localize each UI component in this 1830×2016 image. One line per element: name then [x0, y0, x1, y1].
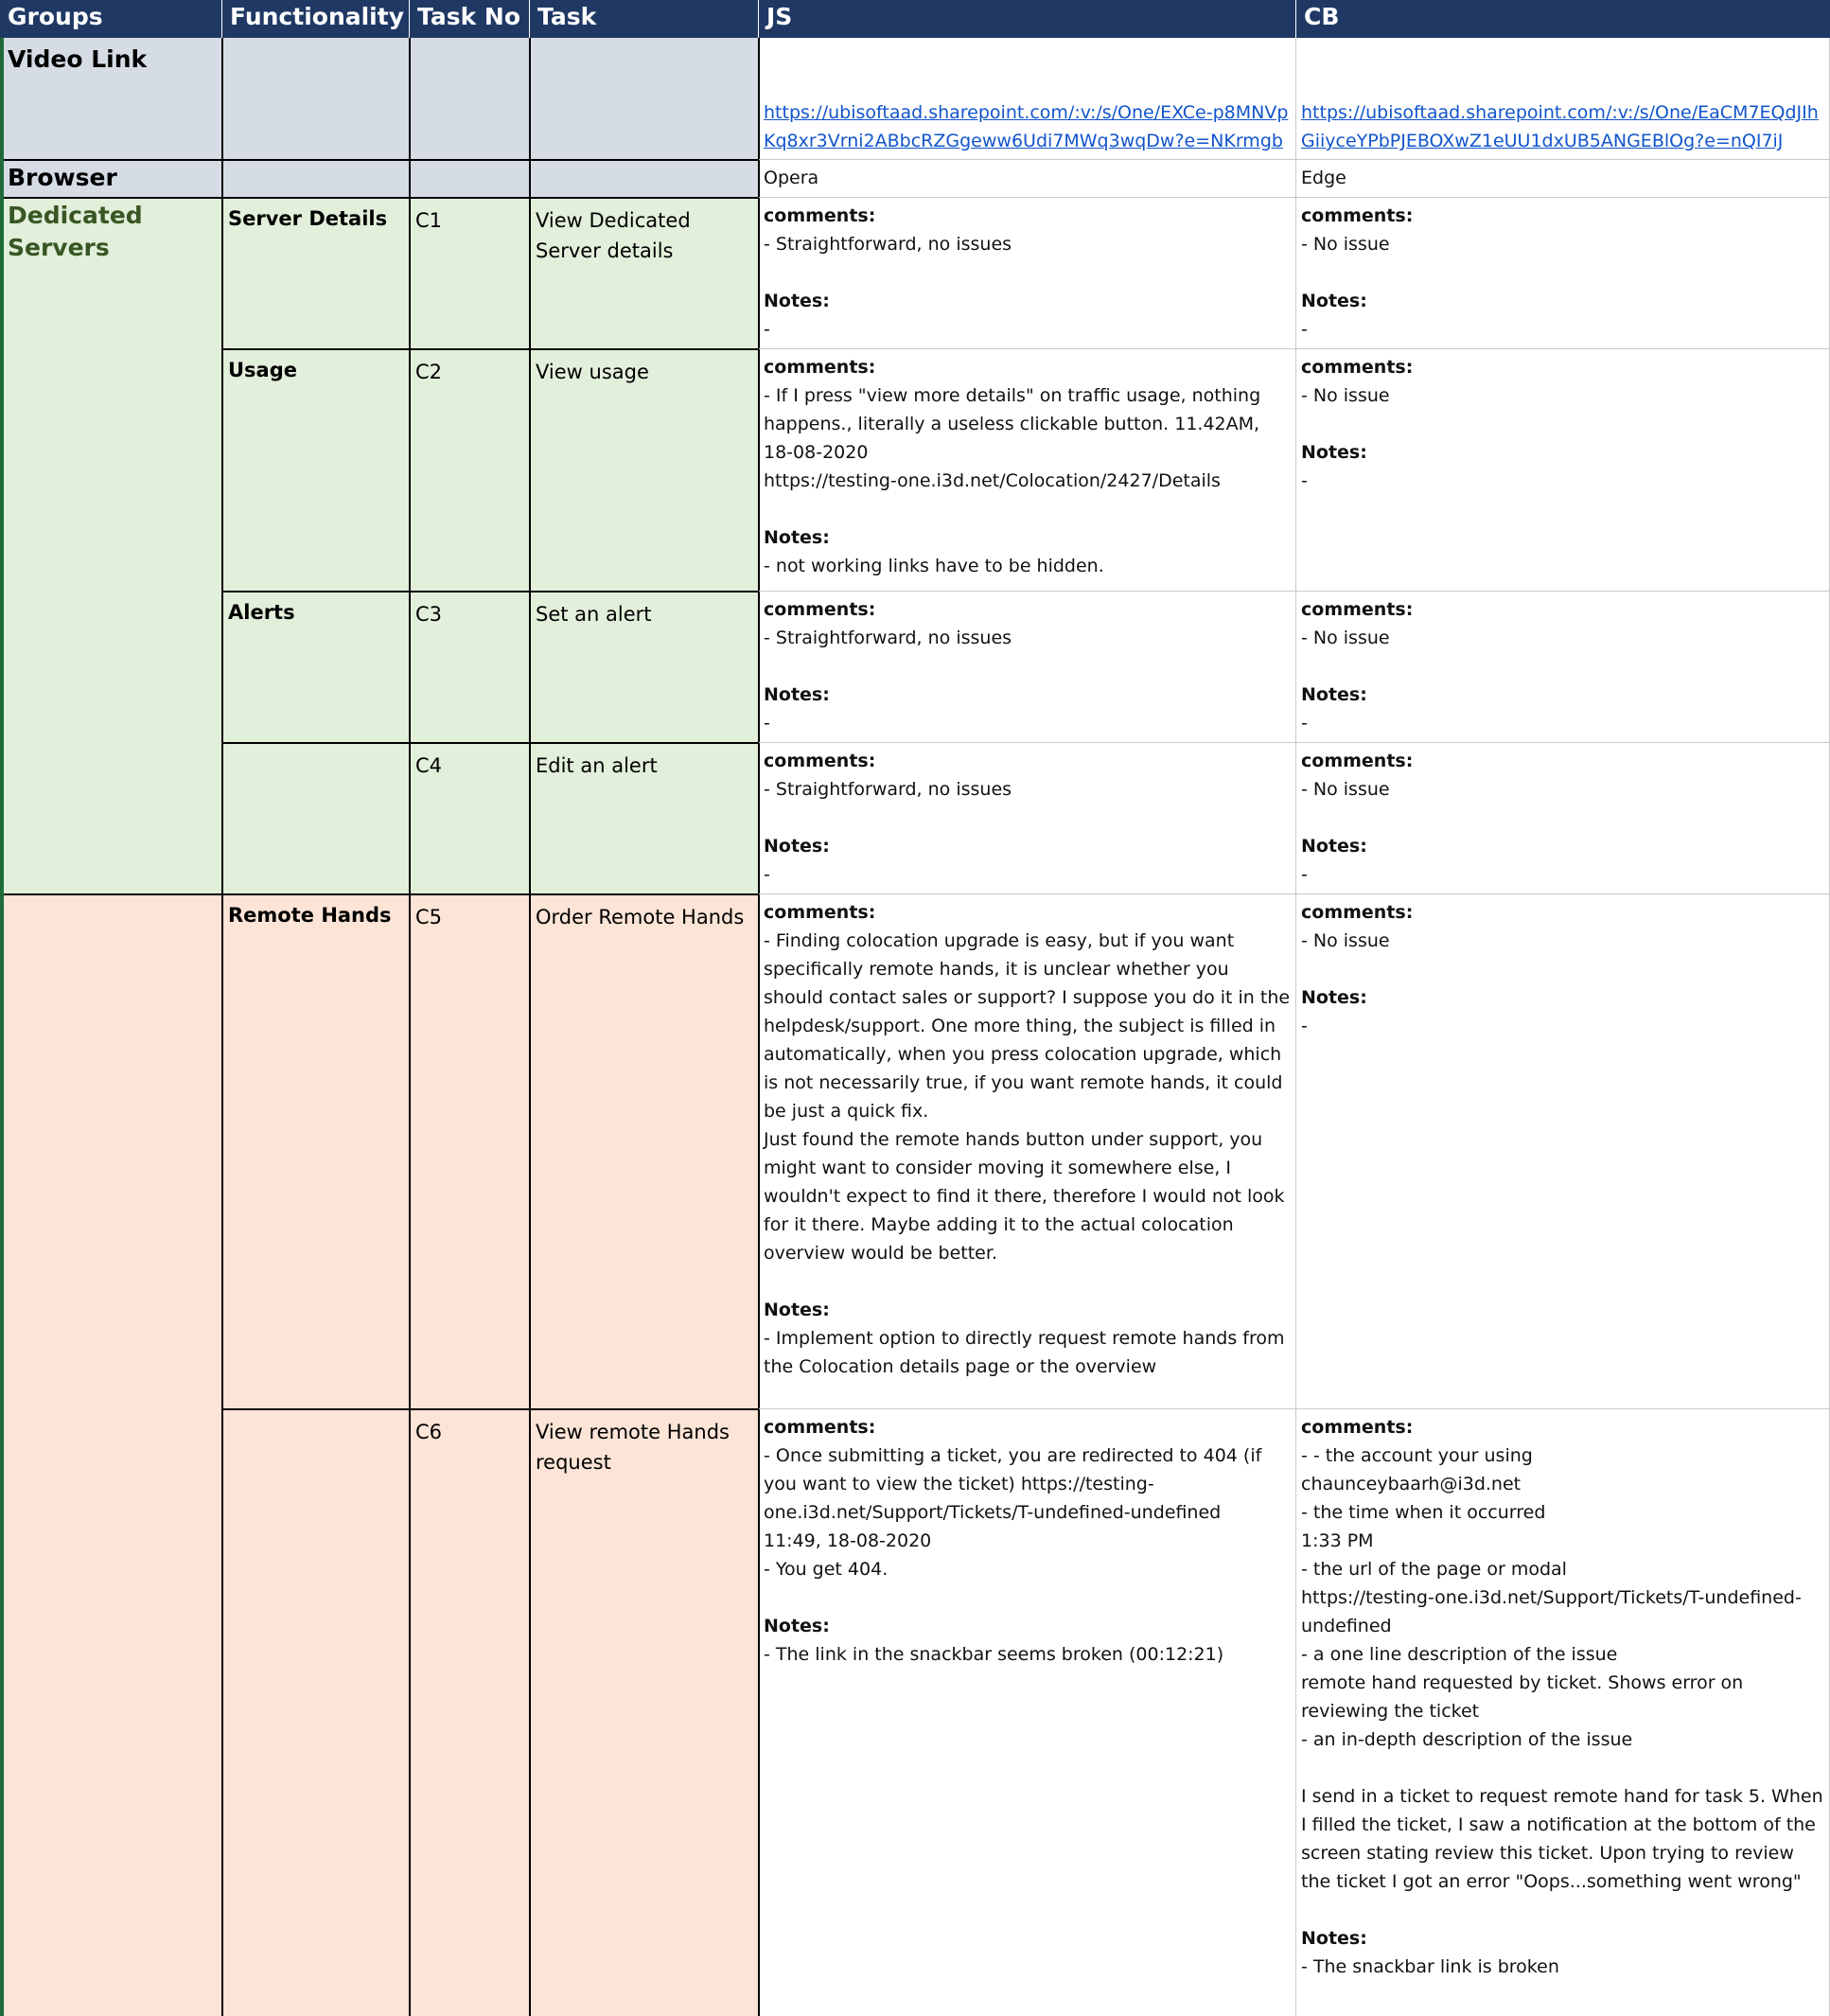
js-comments-c4: - Straightforward, no issues [764, 779, 1012, 800]
cb-notes-c3: - [1301, 713, 1308, 734]
video-link-label[interactable]: Video Link [0, 38, 222, 160]
js-notes-c3: - [764, 713, 770, 734]
grid-line [758, 38, 760, 2016]
video-link-cb-url-1[interactable]: https://ubisoftaad.sharepoint.com/:v:/s/One/EaCM7EQdJIhGiiyceYPbPJEBOXwZ1eUU1dxUB5ANGEBlOg?e=nQI7iJ [1301, 102, 1819, 151]
comments-label: comments: [764, 751, 876, 771]
notes-label: Notes: [764, 527, 830, 548]
js-notes-c2: - not working links have to be hidden. [764, 556, 1104, 576]
cb-cell-c3[interactable] [1296, 592, 1830, 743]
cb-notes-c6: - The snackbar link is broken [1301, 1956, 1559, 1977]
video-link-js-url[interactable]: https://ubisoftaad.sharepoint.com/:v:/s/One/EXCe-p8MNVpKq8xr3Vrni2ABbcRZGgeww6Udi7MWq3wqDw?e=NKrmgb [764, 102, 1289, 151]
task-c5[interactable]: Order Remote Hands [530, 894, 759, 1409]
cb-cell-c5[interactable] [1296, 894, 1830, 1409]
notes-label: Notes: [1301, 987, 1367, 1008]
notes-label: Notes: [764, 291, 830, 311]
grid-line [222, 1408, 759, 1410]
comments-label: comments: [764, 599, 876, 620]
comments-label: comments: [1301, 599, 1414, 620]
task-no-c6[interactable]: C6 [410, 1409, 530, 2016]
video-link-functionality-cell[interactable] [222, 38, 410, 160]
browser-task-no-cell[interactable] [410, 160, 530, 198]
cb-cell-c6[interactable] [1296, 1409, 1830, 2016]
js-comments-c3: - Straightforward, no issues [764, 628, 1012, 648]
grid-line [1295, 38, 1296, 2016]
task-no-c4[interactable]: C4 [410, 743, 530, 894]
task-c3[interactable]: Set an alert [530, 592, 759, 743]
header-js[interactable]: JS [759, 0, 1296, 38]
task-no-c3[interactable]: C3 [410, 592, 530, 743]
cb-cell-c1[interactable] [1296, 198, 1830, 349]
task-c2[interactable]: View usage [530, 349, 759, 592]
notes-label: Notes: [764, 836, 830, 857]
task-no-c1[interactable]: C1 [410, 198, 530, 349]
grid-line [221, 38, 223, 2016]
comments-label: comments: [1301, 357, 1414, 378]
notes-label: Notes: [764, 684, 830, 705]
video-link-task-cell[interactable] [530, 38, 759, 160]
notes-label: Notes: [1301, 442, 1367, 463]
js-cell-c1[interactable] [759, 198, 1296, 349]
cb-comments-c6: - - the account your using chaunceybaarh@i3d.net - the time when it occurred 1:33 PM - the url of the page or modal https://testing-one.i3d.net/Support/Tickets/T-undefined-undefined - a one line description of the issue remote hand requested by ticket. Shows error on reviewing the ticket - an in-depth description of the issue I send in a ticket to request remote hand for task 5. When I filled the ticket, I saw a notification at the bottom of the screen stating review this ticket. Upon trying to review the ticket I got an error "Oops...something went wrong" [1301, 1445, 1823, 1892]
cb-comments-c5: - No issue [1301, 930, 1390, 951]
comments-label: comments: [764, 902, 876, 923]
js-comments-c2: - If I press "view more details" on traffic usage, nothing happens., literally a useless clickable button. 11.42AM, 18-08-2020 https://testing-one.i3d.net/Colocation/2427/Details [764, 385, 1261, 491]
notes-label: Notes: [1301, 836, 1367, 857]
browser-js[interactable]: Opera [759, 160, 1296, 198]
js-cell-c5[interactable] [759, 894, 1296, 1409]
notes-label: Notes: [1301, 1928, 1367, 1949]
js-cell-c2[interactable] [759, 349, 1296, 592]
header-cb[interactable]: CB [1296, 0, 1830, 38]
grid-line [759, 893, 1830, 894]
cb-cell-c4[interactable] [1296, 743, 1830, 894]
notes-label: Notes: [1301, 684, 1367, 705]
comments-label: comments: [1301, 751, 1414, 771]
header-groups[interactable]: Groups [0, 0, 222, 38]
cb-notes-c5: - [1301, 1016, 1308, 1036]
group-dedicated-servers-label: Dedicated Servers [8, 202, 143, 261]
js-notes-c6: - The link in the snackbar seems broken (00:12:21) [764, 1644, 1224, 1665]
video-link-cb-cell [1296, 38, 1830, 160]
browser-label[interactable]: Browser [0, 160, 222, 198]
task-no-c2[interactable]: C2 [410, 349, 530, 592]
js-cell-c3[interactable] [759, 592, 1296, 743]
cb-notes-c1: - [1301, 319, 1308, 340]
cb-notes-c4: - [1301, 864, 1308, 885]
browser-cb[interactable]: Edge [1296, 160, 1830, 198]
browser-functionality-cell[interactable] [222, 160, 410, 198]
js-notes-c4: - [764, 864, 770, 885]
js-cell-c4[interactable] [759, 743, 1296, 894]
browser-task-cell[interactable] [530, 160, 759, 198]
comments-label: comments: [764, 205, 876, 226]
comments-label: comments: [1301, 1417, 1414, 1438]
grid-line [222, 591, 759, 592]
task-no-c5[interactable]: C5 [410, 894, 530, 1409]
notes-label: Notes: [1301, 291, 1367, 311]
comments-label: comments: [1301, 902, 1414, 923]
grid-line [409, 38, 411, 2016]
cb-comments-c3: - No issue [1301, 628, 1390, 648]
js-notes-c5: - Implement option to directly request remote hands from the Colocation details page or the overview [764, 1328, 1291, 1377]
task-c1[interactable]: View Dedicated Server details [530, 198, 759, 349]
js-comments-c6: - Once submitting a ticket, you are redirected to 404 (if you want to view the ticket) https://testing-one.i3d.net/Support/Tickets/T-undefined-undefined 11:49, 18-08-2020 - You get 404. [764, 1445, 1262, 1580]
grid-line [0, 197, 759, 199]
functionality-server-details[interactable]: Server Details [222, 198, 410, 349]
cb-comments-c1: - No issue [1301, 234, 1390, 255]
video-link-js-cell [759, 38, 1296, 160]
task-c4[interactable]: Edit an alert [530, 743, 759, 894]
grid-line [222, 348, 759, 350]
group-empty-cell[interactable] [0, 894, 222, 2016]
cb-cell-c2[interactable] [1296, 349, 1830, 592]
comments-label: comments: [1301, 205, 1414, 226]
cb-comments-c2: - No issue [1301, 385, 1390, 406]
video-link-task-no-cell[interactable] [410, 38, 530, 160]
grid-line [759, 197, 1830, 198]
task-c6[interactable]: View remote Hands request [530, 1409, 759, 2016]
js-comments-c1: - Straightforward, no issues [764, 234, 1012, 255]
js-notes-c1: - [764, 319, 770, 340]
functionality-alerts[interactable]: Alerts [222, 592, 410, 743]
header-task[interactable]: Task [530, 0, 759, 38]
grid-line [0, 893, 759, 895]
left-border-bar [0, 38, 4, 2016]
cb-comments-c4: - No issue [1301, 779, 1390, 800]
js-cell-c6[interactable] [759, 1409, 1296, 2016]
grid-line [0, 159, 759, 161]
grid-line [759, 159, 1830, 160]
functionality-remote-hands[interactable]: Remote Hands [222, 894, 410, 1409]
header-task-no[interactable]: Task No [410, 0, 530, 38]
group-dedicated-servers-cell[interactable] [0, 198, 222, 894]
functionality-empty-c6[interactable] [222, 1409, 410, 2016]
notes-label: Notes: [764, 1300, 830, 1320]
grid-line [222, 742, 759, 744]
notes-label: Notes: [764, 1616, 830, 1636]
js-comments-c5: - Finding colocation upgrade is easy, but if you want specifically remote hands, it is unclear whether you should contact sales or support? I suppose you do it in the helpdesk/support. One more thing, the subject is filled in automatically, when you press colocation upgrade, which is not necessarily true, if you want remote hands, it could be just a quick fix. Just found the remote hands button under support, you might want to consider moving it somewhere else, I wouldn't expect to find it there, therefore I would not look for it there. Maybe adding it to the actual colocation overview would be better. [764, 930, 1291, 1264]
grid-line [759, 1408, 1830, 1409]
grid-line [759, 348, 1830, 349]
grid-line [759, 591, 1830, 592]
header-functionality[interactable]: Functionality [222, 0, 410, 38]
functionality-empty-c4[interactable] [222, 743, 410, 894]
functionality-usage[interactable]: Usage [222, 349, 410, 592]
grid-line [529, 38, 531, 2016]
grid-line [759, 742, 1830, 743]
cb-notes-c2: - [1301, 470, 1308, 491]
comments-label: comments: [764, 357, 876, 378]
comments-label: comments: [764, 1417, 876, 1438]
